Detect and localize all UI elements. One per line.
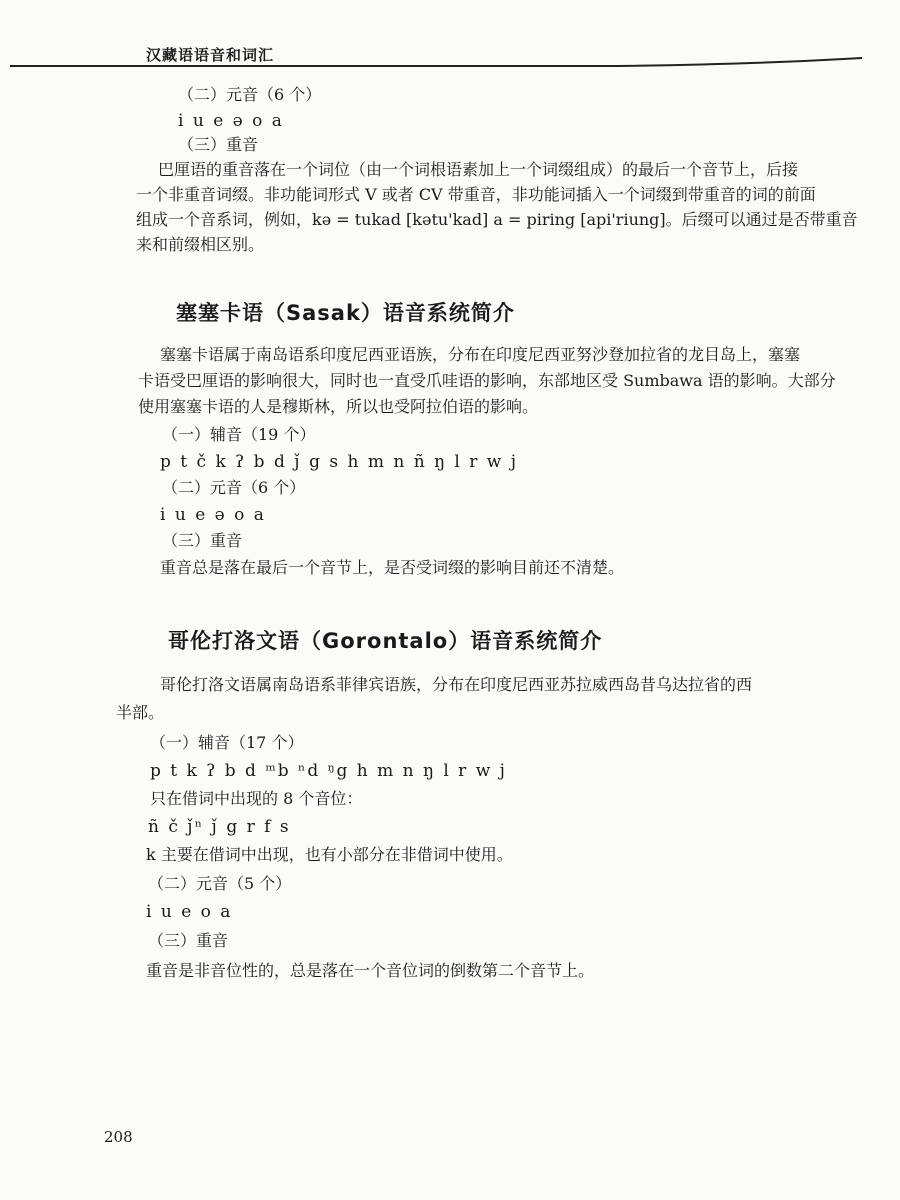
gorontalo-consonants-label: （一）辅音（17 个） (150, 733, 304, 752)
balinese-stress-line: 来和前缀相区别。 (136, 235, 265, 254)
sasak-vowels: i u e ə o a (160, 505, 266, 525)
gorontalo-loan-label: 只在借词中出现的 8 个音位： (150, 789, 363, 808)
sasak-vowels-label: （二）元音（6 个） (162, 478, 306, 497)
sasak-consonants: p t č k ʔ b d ǰ g s h m n ñ ŋ l r w j (160, 452, 519, 472)
running-title: 汉藏语语音和词汇 (146, 46, 275, 64)
gorontalo-stress-text: 重音是非音位性的，总是落在一个音位词的倒数第二个音节上。 (146, 961, 595, 980)
gorontalo-loan-phonemes: ñ č ǰⁿ ǰ g r f s (148, 817, 291, 837)
sasak-heading: 塞塞卡语（Sasak）语音系统简介 (176, 301, 515, 325)
gorontalo-intro-line: 半部。 (116, 703, 165, 722)
gorontalo-heading: 哥伦打洛文语（Gorontalo）语音系统简介 (168, 629, 603, 653)
balinese-stress-label: （三）重音 (178, 135, 259, 154)
sasak-stress-text: 重音总是落在最后一个音节上，是否受词缀的影响目前还不清楚。 (160, 558, 625, 577)
balinese-stress-line: 一个非重音词缀。非功能词形式 V 或者 CV 带重音，非功能词插入一个词缀到带重音的词的前面 (136, 185, 816, 204)
sasak-intro-line: 卡语受巴厘语的影响很大，同时也一直受爪哇语的影响，东部地区受 Sumbawa 语的影响。大部分 (138, 371, 836, 390)
sasak-consonants-label: （一）辅音（19 个） (162, 425, 316, 444)
sasak-intro-line: 使用塞塞卡语的人是穆斯林，所以也受阿拉伯语的影响。 (138, 397, 539, 416)
sasak-stress-label: （三）重音 (162, 531, 243, 550)
gorontalo-stress-label: （三）重音 (148, 931, 229, 950)
balinese-vowels: i u e ə o a (178, 111, 284, 131)
balinese-stress-line: 组成一个音系词，例如，kə = tukad [kətu'kad] a = piring [api'riung]。后缀可以通过是否带重音 (136, 210, 858, 229)
page-number: 208 (104, 1128, 133, 1146)
gorontalo-vowels-label: （二）元音（5 个） (148, 874, 292, 893)
balinese-vowels-label: （二）元音（6 个） (178, 85, 322, 104)
balinese-stress-line: 巴厘语的重音落在一个词位（由一个词根语素加上一个词缀组成）的最后一个音节上，后接 (158, 160, 799, 179)
gorontalo-intro-line: 哥伦打洛文语属南岛语系菲律宾语族，分布在印度尼西亚苏拉威西岛昔乌达拉省的西 (160, 675, 753, 694)
gorontalo-vowels: i u e o a (146, 902, 233, 922)
sasak-intro-line: 塞塞卡语属于南岛语系印度尼西亚语族，分布在印度尼西亚努沙登加拉省的龙目岛上，塞塞 (160, 345, 801, 364)
gorontalo-k-note: k 主要在借词中出现，也有小部分在非借词中使用。 (146, 845, 513, 864)
gorontalo-consonants: p t k ʔ b d ᵐb ⁿd ᵑg h m n ŋ l r w j (150, 761, 507, 781)
